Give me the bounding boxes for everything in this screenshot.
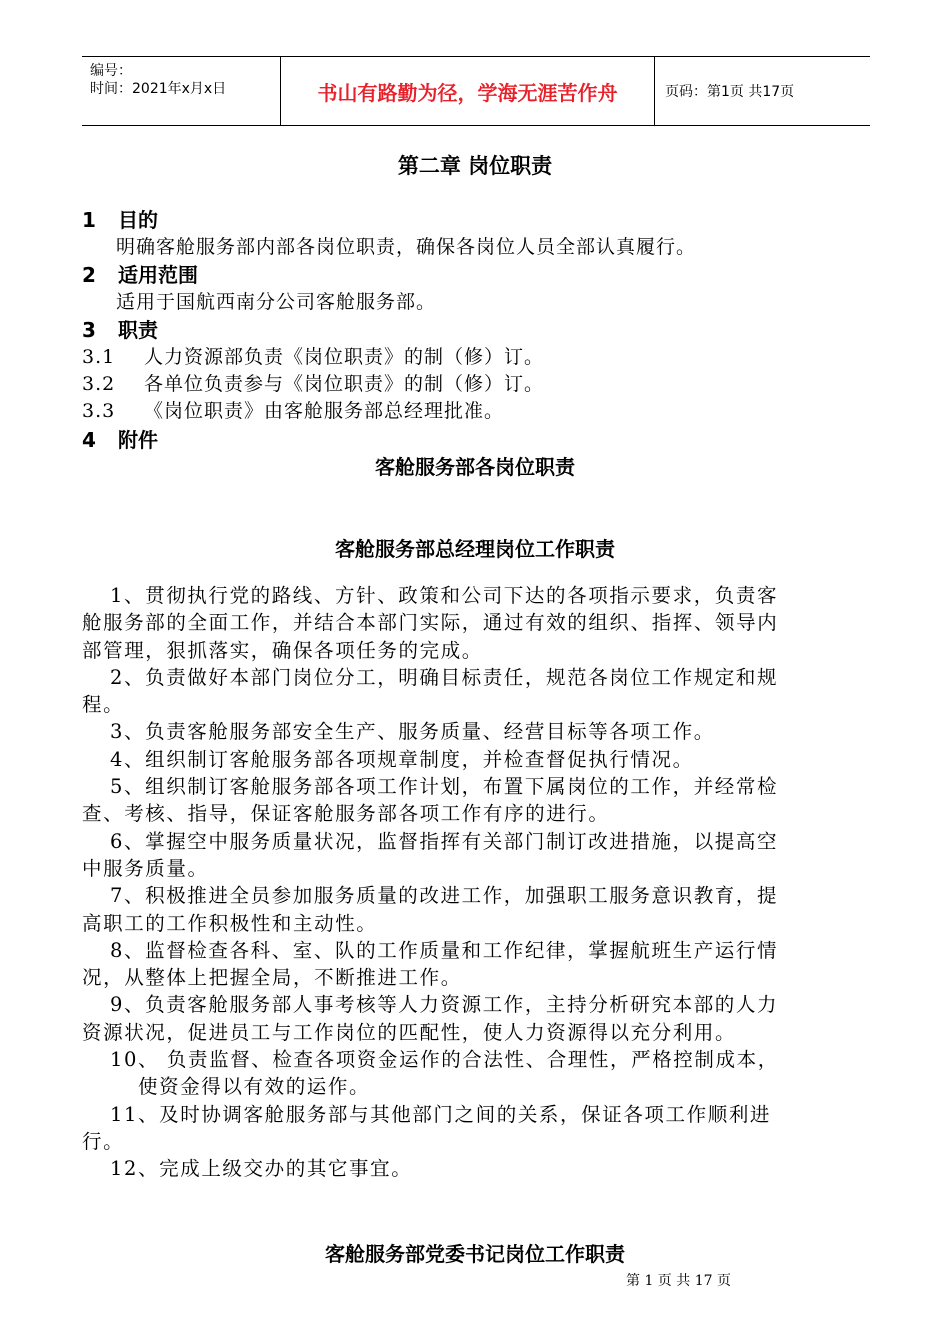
- duty-number: 3.3: [82, 400, 116, 422]
- duty-line: 资源状况，促进员工与工作岗位的匹配性，使人力资源得以充分利用。: [82, 1020, 737, 1044]
- duty-line: 行。: [82, 1129, 125, 1153]
- section-title: 适用范围: [118, 263, 198, 287]
- attachment-title: 客舱服务部各岗位职责: [375, 455, 575, 479]
- duty-text: 各单位负责参与《岗位职责》的制（修）订。: [144, 373, 545, 395]
- section-number: 3: [82, 318, 96, 342]
- duty-line: 1、贯彻执行党的路线、方针、政策和公司下达的各项指示要求，负责客: [110, 584, 779, 607]
- section-heading: [82, 204, 158, 233]
- duty-line: 7、积极推进全员参加服务质量的改进工作，加强职工服务意识教育，提: [110, 884, 779, 908]
- duty-text: 人力资源部负责《岗位职责》的制（修）订。: [144, 346, 545, 368]
- duty-line: 中服务质量。: [82, 856, 209, 880]
- duty-line: 5、组织制订客舱服务部各项工作计划，布置下属岗位的工作，并经常检: [110, 775, 779, 799]
- duty-line: 况，从整体上把握全局，不断推进工作。: [82, 966, 462, 990]
- duty-number: 3.1: [82, 346, 116, 368]
- duty-item: [82, 369, 544, 396]
- gm-duties-list: [82, 582, 882, 1183]
- duty-line: 6、掌握空中服务质量状况，监督指挥有关部门制订改进措施，以提高空: [110, 829, 779, 853]
- section-heading: [82, 259, 198, 288]
- duty-item: [82, 396, 504, 423]
- chapter-title: 第二章 岗位职责: [397, 154, 553, 178]
- duty-text: 《岗位职责》由客舱服务部总经理批准。: [144, 400, 505, 422]
- duty-line: 程。: [82, 693, 125, 717]
- duty-line: 11、及时协调客舱服务部与其他部门之间的关系，保证各项工作顺利进: [110, 1102, 772, 1126]
- section-number: 4: [82, 428, 96, 452]
- section-number: 1: [82, 208, 96, 232]
- section-title: 职责: [118, 318, 158, 342]
- duty-item: [82, 342, 544, 369]
- section-title: 目的: [118, 208, 158, 232]
- purpose-text: 明确客舱服务部内部各岗位职责，确保各岗位人员全部认真履行。: [116, 236, 697, 258]
- time-label: 时间：2021年x月x日: [90, 81, 227, 97]
- duty-line: 高职工的工作积极性和主动性。: [82, 911, 378, 935]
- duty-line: 3、负责客舱服务部安全生产、服务质量、经营目标等各项工作。: [110, 720, 715, 744]
- section-number: 2: [82, 263, 96, 287]
- section-heading: [82, 424, 158, 453]
- duty-line: 使资金得以有效的运作。: [138, 1075, 371, 1099]
- header-motto: 书山有路勤为径，学海无涯苦作舟: [281, 57, 655, 125]
- duty-line: 舱服务部的全面工作，并结合本部门实际，通过有效的组织、指挥、领导内: [82, 611, 779, 635]
- header-info-cell: [82, 57, 281, 125]
- header-page-info: 页码：第1页 共17页: [665, 84, 795, 100]
- duty-line: 2、负责做好本部门岗位分工，明确目标责任，规范各岗位工作规定和规: [110, 665, 779, 689]
- duty-number: 3.2: [82, 373, 116, 395]
- page-number: 第 1 页 共 17 页: [626, 1273, 731, 1289]
- duty-line: 8、监督检查各科、室、队的工作质量和工作纪律，掌握航班生产运行情: [110, 938, 779, 962]
- duty-line: 10、 负责监督、检查各项资金运作的合法性、合理性，严格控制成本，: [110, 1048, 779, 1072]
- number-label: 编号：: [90, 63, 132, 79]
- duty-line: 部管理，狠抓落实，确保各项任务的完成。: [82, 638, 483, 662]
- section-title: 附件: [118, 428, 158, 452]
- duty-line: 4、组织制订客舱服务部各项规章制度，并检查督促执行情况。: [110, 747, 694, 771]
- scope-text: 适用于国航西南分公司客舱服务部。: [116, 291, 437, 313]
- party-secretary-title: 客舱服务部党委书记岗位工作职责: [325, 1242, 625, 1266]
- page-header: [82, 56, 870, 126]
- duty-line: 12、完成上级交办的其它事宜。: [110, 1157, 413, 1181]
- duty-line: 查、考核、指导，保证客舱服务部各项工作有序的进行。: [82, 802, 610, 826]
- duty-line: 9、负责客舱服务部人事考核等人力资源工作，主持分析研究本部的人力: [110, 993, 779, 1017]
- gm-duties-title: 客舱服务部总经理岗位工作职责: [335, 537, 615, 561]
- section-heading: [82, 314, 158, 343]
